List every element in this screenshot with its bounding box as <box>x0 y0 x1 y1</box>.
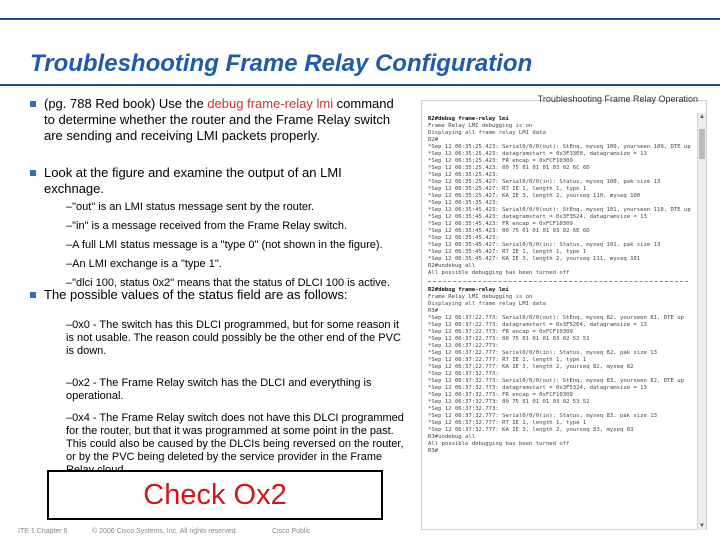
terminal-line: *Sep 12 06:35:45.427: KA IE 3, length 2, yourseq 111, myseq 101 <box>428 256 641 262</box>
terminal-line: *Sep 12 06:35:25.423: datagramstart = 0x3F33E0, datagramsize = 13 <box>428 151 647 157</box>
footer-copyright: © 2006 Cisco Systems, Inc. All rights reserved. <box>92 528 238 535</box>
terminal-line: R2# <box>428 137 439 143</box>
status-0x0: –0x0 - The switch has this DLCI programmed, but for some reason it is not usable. The reason could possibly be the other end of the PVC is down. <box>66 319 401 357</box>
terminal-line: *Sep 12 06:35:45.423: Serial0/0/0(out): StEnq, myseq 101, yourseen 110, DTE up <box>428 207 691 213</box>
footer-chapter: ITE 1 Chapter 6 <box>18 528 68 535</box>
terminal-line: *Sep 12 06:37:22.773: <box>428 343 499 349</box>
terminal-line: *Sep 12 06:37:32.777: RT IE 1, length 1, type 1 <box>428 420 587 426</box>
figure-divider <box>428 281 688 282</box>
terminal-line: *Sep 12 06:35:35.423: <box>428 200 499 206</box>
bullet-marker <box>30 170 36 176</box>
terminal-line: R3# <box>428 448 439 454</box>
terminal-line: *Sep 12 06:35:25.427: KA IE 3, length 2, yourseq 110, myseq 100 <box>428 193 641 199</box>
terminal-line: *Sep 12 06:35:25.427: RT IE 1, length 1, type 1 <box>428 186 587 192</box>
terminal-line: *Sep 12 06:35:45.423: 00 75 01 01 01 03 02 6E 6D <box>428 228 590 234</box>
footer-public: Cisco Public <box>272 528 311 535</box>
sub-item-in: –"in" is a message received from the Frame Relay switch. <box>66 220 348 232</box>
terminal-line: R2#undebug all <box>428 263 476 269</box>
status-0x2: –0x2 - The Frame Relay switch has the DLCI and everything is operational. <box>66 377 372 402</box>
terminal-line: *Sep 12 06:37:32.777: Serial0/0/0(in): Status, myseq 83, pak size 13 <box>428 413 658 419</box>
title-rule <box>0 84 720 86</box>
scroll-down-icon[interactable]: ▼ <box>699 523 705 529</box>
terminal-line: All possible debugging has been turned off <box>428 441 570 447</box>
terminal-line: R3# <box>428 308 439 314</box>
terminal-line: Frame Relay LMI debugging is on <box>428 123 533 129</box>
figure-title: Troubleshooting Frame Relay Operation <box>537 94 698 104</box>
terminal-line: R2#debug frame-relay lmi <box>428 116 509 122</box>
scroll-thumb[interactable] <box>699 129 705 159</box>
terminal-line: *Sep 12 06:35:45.423: datagramstart = 0x3F3524, datagramsize = 13 <box>428 214 647 220</box>
top-rule <box>0 18 720 20</box>
check-callout: Check Ox2 <box>47 470 383 520</box>
debug-command-text: debug frame-relay lmi <box>207 96 334 111</box>
sub-item-type1: –An LMI exchange is a "type 1". <box>66 258 222 270</box>
bullet-marker <box>30 101 36 107</box>
terminal-line: *Sep 12 06:37:22.777: RT IE 1, length 1, type 1 <box>428 357 587 363</box>
terminal-line: Displaying all frame relay LMI data <box>428 130 546 136</box>
terminal-line: *Sep 12 06:37:32.773: FR encap = 0xFCF10309 <box>428 392 573 398</box>
terminal-line: R2#debug frame-relay lmi <box>428 287 509 293</box>
terminal-line: All possible debugging has been turned off <box>428 270 570 276</box>
debug-output-figure <box>421 94 707 530</box>
scrollbar[interactable] <box>697 113 706 530</box>
bullet-status-values: The possible values of the status field are as follows: <box>44 287 348 302</box>
terminal-line: *Sep 12 06:37:22.777: KA IE 3, length 2, yourseq 82, myseq 82 <box>428 364 634 370</box>
terminal-line: *Sep 12 06:37:32.773: 00 75 01 01 01 03 02 53 52 <box>428 399 590 405</box>
terminal-line: *Sep 12 06:37:22.773: FR encap = 0xFCF10309 <box>428 329 573 335</box>
scroll-up-icon[interactable]: ▲ <box>699 114 705 120</box>
terminal-line: *Sep 12 06:35:25.423: <box>428 172 499 178</box>
terminal-line: *Sep 12 06:35:45.423: FR encap = 0xFCF10309 <box>428 221 573 227</box>
sub-item-out: –"out" is an LMI status message sent by the router. <box>66 201 315 213</box>
terminal-line: *Sep 12 06:37:32.773: Serial0/0/0(out): StEnq, myseq 83, yourseen 82, DTE up <box>428 378 684 384</box>
slide-title: Troubleshooting Frame Relay Configuration <box>30 50 533 77</box>
bullet1-pre: (pg. 788 Red book) Use the <box>44 96 208 111</box>
terminal-line: *Sep 12 06:35:45.423: <box>428 235 499 241</box>
terminal-line: *Sep 12 06:35:25.427: Serial0/0/0(in): Status, myseq 100, pak size 13 <box>428 179 661 185</box>
terminal-line: *Sep 12 06:37:22.773: datagramstart = 0x3F52E4, datagramsize = 13 <box>428 322 647 328</box>
sub-item-dlci-status: –"dlci 100, status 0x2" means that the status of DLCI 100 is active. <box>66 277 390 289</box>
terminal-line: *Sep 12 06:37:22.777: Serial0/0/0(in): Status, myseq 82, pak size 13 <box>428 350 658 356</box>
terminal-line: R3#undebug all <box>428 434 476 440</box>
bullet-look-at-figure: Look at the figure and examine the output of an LMI exchnage. <box>44 165 342 196</box>
terminal-line: *Sep 12 06:37:22.773: 00 75 01 01 01 03 02 52 51 <box>428 336 590 342</box>
bullet-debug-command <box>44 96 406 144</box>
terminal-line: *Sep 12 06:35:25.423: 00 75 01 01 01 03 02 6C 6D <box>428 165 590 171</box>
terminal-line: *Sep 12 06:35:25.423: FR encap = 0xFCF10309 <box>428 158 573 164</box>
bullet1-post: command to determine whether the router and the Frame Relay switch are sending and receiving LMI packets properly. <box>44 96 394 143</box>
terminal-line: *Sep 12 06:37:32.773: datagramstart = 0x3F5324, datagramsize = 13 <box>428 385 647 391</box>
terminal-line: *Sep 12 06:37:32.773: <box>428 371 499 377</box>
terminal-line: Displaying all frame relay LMI data <box>428 301 546 307</box>
terminal-line: *Sep 12 06:37:22.773: Serial0/0/0(out): StEnq, myseq 82, yourseen 81, DTE up <box>428 315 684 321</box>
terminal-line: *Sep 12 06:35:25.423: Serial0/0/0(out): StEnq, myseq 100, yourseen 109, DTE up <box>428 144 691 150</box>
terminal-line: *Sep 12 06:35:45.427: RT IE 1, length 1, type 1 <box>428 249 587 255</box>
sub-item-type0: –A full LMI status message is a "type 0" (not shown in the figure). <box>66 239 383 251</box>
terminal-line: *Sep 12 06:37:32.773: <box>428 406 499 412</box>
terminal-line: Frame Relay LMI debugging is on <box>428 294 533 300</box>
terminal-line: *Sep 12 06:35:45.427: Serial0/0/0(in): Status, myseq 101, pak size 13 <box>428 242 661 248</box>
figure-header <box>422 94 706 115</box>
status-0x4: –0x4 - The Frame Relay switch does not have this DLCI programmed for the router, but that it was programmed at some point in the past. This could also be caused by the DLCIs being reversed on the router, or by the PVC being deleted by the service provider in the Frame <box>66 412 404 463</box>
bullet-marker <box>30 292 36 298</box>
terminal-line: *Sep 12 06:37:32.777: KA IE 3, length 2, yourseq 83, myseq 83 <box>428 427 634 433</box>
